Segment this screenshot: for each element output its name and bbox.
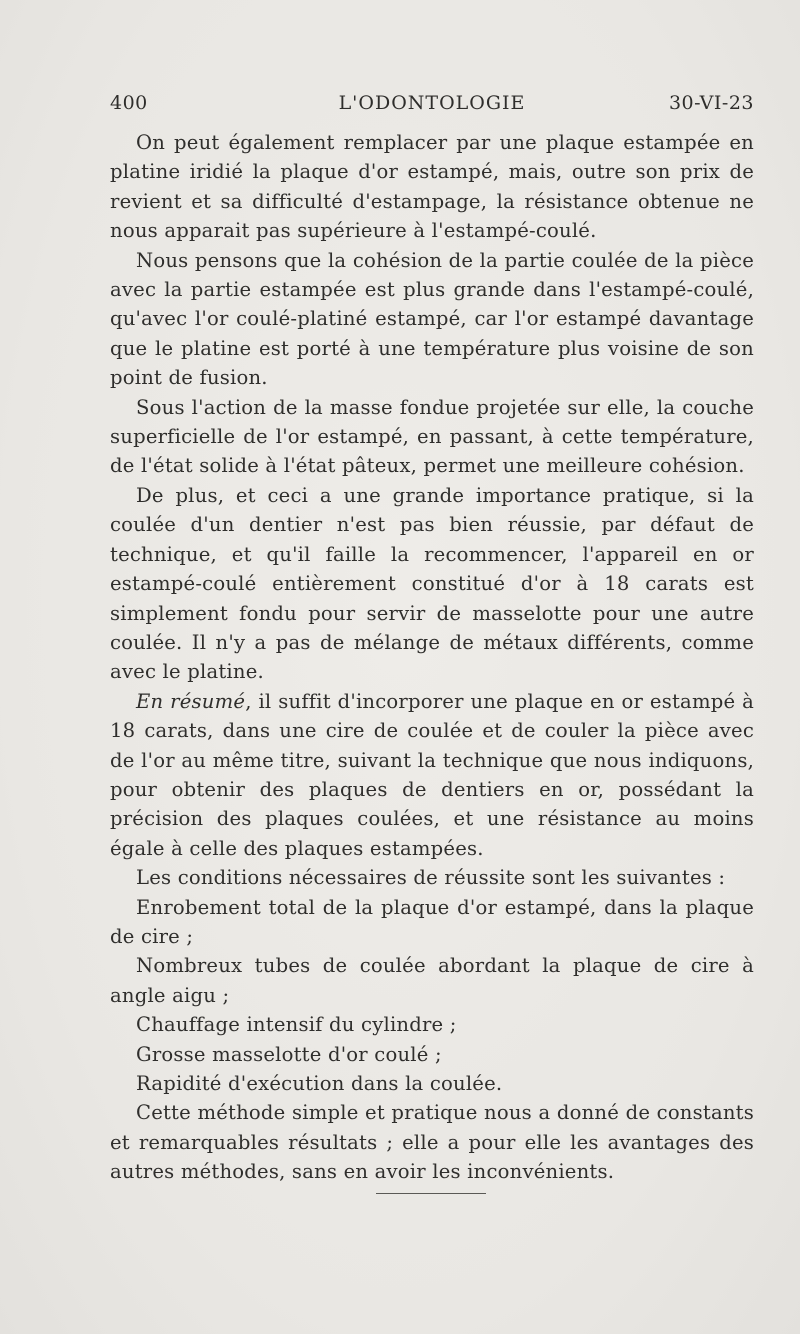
condition-item: Chauffage intensif du cylindre ;	[136, 1013, 457, 1037]
issue-date: 30-VI-23	[668, 92, 754, 114]
condition-item: Enrobement total de la plaque d'or estampé, dans la plaque de cire ;	[110, 895, 754, 948]
condition-item: Grosse masselotte d'or coulé ;	[136, 1042, 442, 1066]
running-head	[110, 92, 754, 118]
paragraph: Nous pensons que la cohésion de la partie coulée de la pièce avec la partie estampée est plus grande dans l'estampé-coulé, qu'avec l'or coulé-platiné estampé, car l'or estampé davantage que le platine est porté à une température plus voisine de son point de fusion.	[110, 248, 754, 390]
paragraph: De plus, et ceci a une grande importance pratique, si la coulée d'un dentier n'est pas bien réussie, par défaut de technique, et qu'il faille la recommencer, l'appareil en or estampé-coulé entièrement constitué d'or à 18 carats est simplement fondu pour servir de masselotte pour une autre coulée. Il n'y a pas de mélange de métaux différents, comme avec le platine.	[110, 483, 754, 684]
conditions-intro: Les conditions nécessaires de réussite sont les suivantes :	[136, 866, 726, 890]
article-body	[110, 128, 754, 1187]
paragraph: Sous l'action de la masse fondue projetée sur elle, la couche superficielle de l'or estampé, en passant, à cette température, de l'état solide à l'état pâteux, permet une meilleure cohésion.	[110, 395, 754, 478]
summary-text: , il suffit d'incorporer une plaque en or estampé à 18 carats, dans une cire de coulée et de couler la pièce avec de l'or au même titre, suivant la technique que nous indiquons, pour obtenir des plaques de dentiers en or, possédant la précision des plaques coulées, et une résistance au moins égale à celle des plaques estampées.	[110, 689, 754, 860]
condition-item: Nombreux tubes de coulée abordant la plaque de cire à angle aigu ;	[110, 954, 754, 1007]
paragraph: On peut également remplacer par une plaque estampée en platine iridié la plaque d'or estampé, mais, outre son prix de revient et sa difficulté d'estampage, la résistance obtenue ne nous apparait pas supérieure à l'estampé-coulé.	[110, 131, 754, 243]
journal-title: L'ODONTOLOGIE	[338, 92, 526, 114]
conclusion-paragraph: Cette méthode simple et pratique nous a donné de constants et remarquables résultats ; elle a pour elle les avantages des autres méthodes, sans en avoir les inconvénients.	[110, 1101, 754, 1184]
summary-paragraph	[110, 687, 754, 863]
summary-lead: En résumé	[136, 689, 246, 713]
section-divider	[376, 1193, 486, 1194]
condition-item: Rapidité d'exécution dans la coulée.	[136, 1072, 503, 1095]
page-number: 400	[110, 92, 148, 114]
